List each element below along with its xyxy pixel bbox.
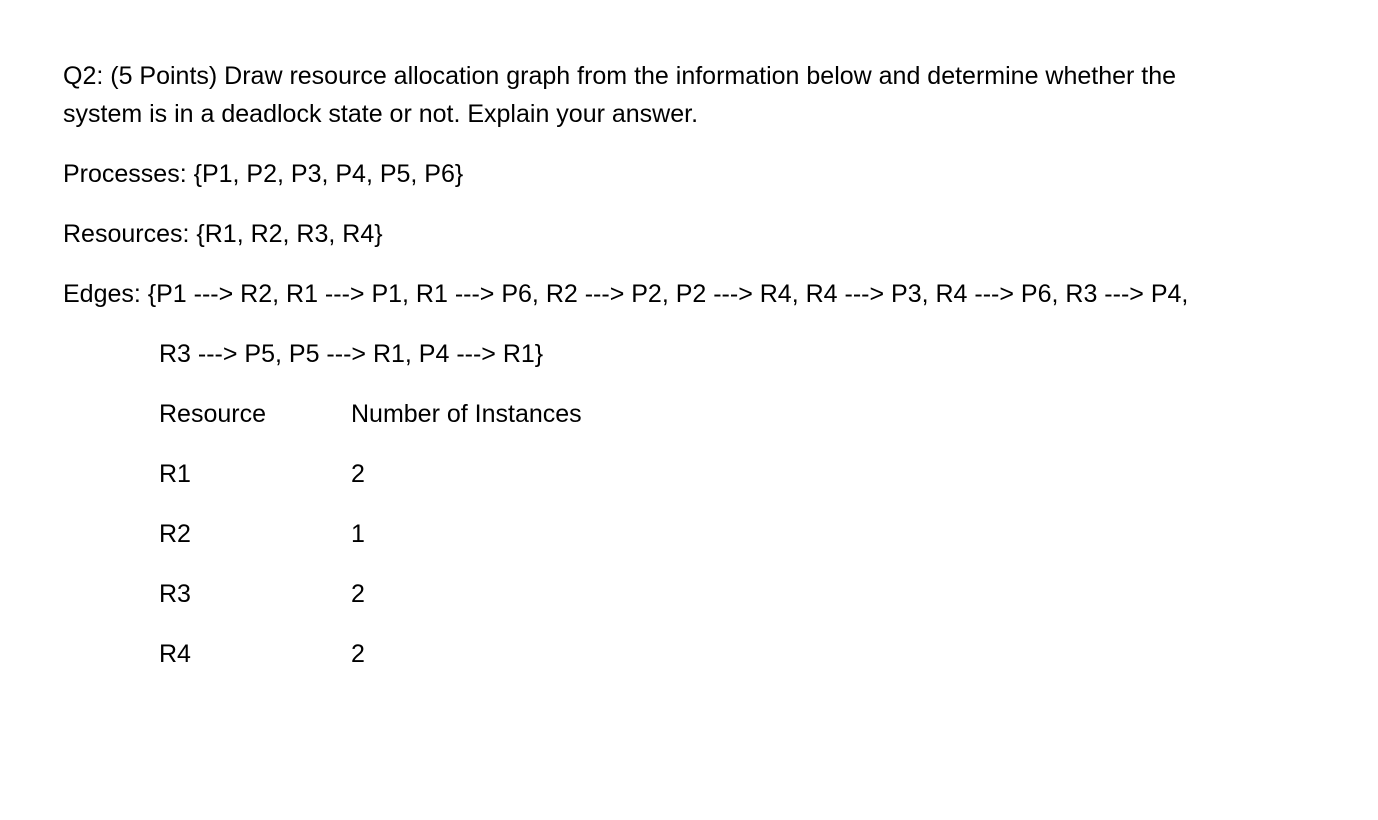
table-cell-instances: 2 [351, 640, 365, 668]
question-text-line-2: system is in a deadlock state or not. Explain your answer. [63, 100, 699, 128]
table-cell-instances: 1 [351, 520, 365, 548]
table-cell-resource: R1 [159, 460, 191, 488]
table-cell-instances: 2 [351, 460, 365, 488]
table-cell-resource: R4 [159, 640, 191, 668]
question-text-line-1: Q2: (5 Points) Draw resource allocation graph from the information below and determine whether the [63, 62, 1177, 90]
edges-set-line-2: R3 ---> P5, P5 ---> R1, P4 ---> R1} [159, 340, 544, 368]
table-cell-resource: R3 [159, 580, 191, 608]
table-header-resource: Resource [159, 400, 266, 428]
edges-set-line-1: Edges: {P1 ---> R2, R1 ---> P1, R1 ---> P6, R2 ---> P2, P2 ---> R4, R4 ---> P3, R4 ---> P6, R3 ---> P4, [63, 280, 1189, 308]
resources-set: Resources: {R1, R2, R3, R4} [63, 220, 383, 248]
table-cell-instances: 2 [351, 580, 365, 608]
table-cell-resource: R2 [159, 520, 191, 548]
processes-set: Processes: {P1, P2, P3, P4, P5, P6} [63, 160, 464, 188]
table-header-instances: Number of Instances [351, 400, 582, 428]
